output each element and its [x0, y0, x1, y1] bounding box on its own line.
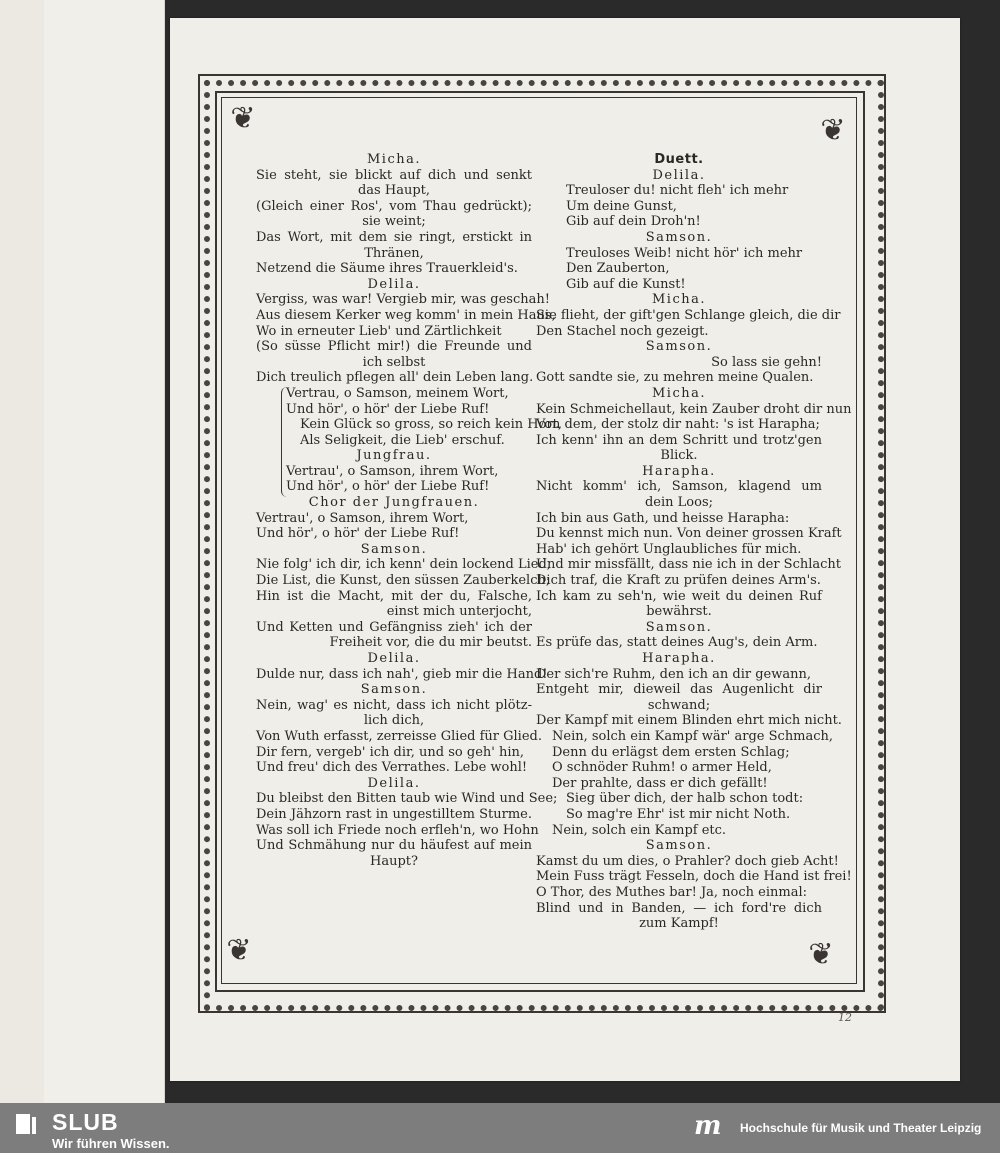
- text-line: dein Loos;: [644, 495, 713, 511]
- text-line: lich dich,: [363, 713, 425, 729]
- text-line: Haupt?: [370, 853, 418, 869]
- text-line: (So süsse Pflicht mir!) die Freunde und: [256, 339, 532, 355]
- text-line: bewährst.: [646, 604, 712, 620]
- text-line: Aus diesem Kerker weg komm' in mein Haus,: [256, 307, 556, 323]
- text-line: Der sich're Ruhm, den ich an dir gewann,: [536, 666, 811, 682]
- text-line: ich selbst: [362, 354, 426, 370]
- hmt-name: Hochschule für Musik und Theater Leipzig: [740, 1121, 982, 1135]
- text-line: Und mir missfällt, dass nie ich in der Schlacht: [536, 557, 842, 573]
- text-line: Treuloses Weib! nicht hör' ich mehr: [566, 245, 803, 261]
- slub-book-icon: [14, 1112, 38, 1136]
- text-line: Vertrau, o Samson, meinem Wort,: [286, 385, 509, 401]
- speaker-heading: Micha.: [651, 292, 706, 308]
- text-line: Du bleibst den Bitten taub wie Wind und See;: [256, 791, 558, 807]
- text-line: So lass sie gehn!: [711, 354, 822, 370]
- speaker-heading: Delila.: [367, 276, 421, 292]
- text-line: einst mich unterjocht,: [386, 604, 532, 620]
- text-column-left: [256, 152, 562, 869]
- speaker-heading: Samson.: [645, 339, 713, 355]
- text-line: Blick.: [660, 448, 698, 464]
- text-line: Gib auf dein Droh'n!: [566, 214, 701, 230]
- speaker-heading: Harapha.: [642, 651, 716, 666]
- text-line: Von dem, der stolz dir naht: 's ist Harapha;: [536, 417, 820, 433]
- speaker-heading: Delila.: [652, 167, 706, 183]
- text-line: (Gleich einer Ros', vom Thau gedrückt);: [256, 198, 532, 214]
- text-line: Von Wuth erfasst, zerreisse Glied für Glied.: [256, 728, 542, 744]
- text-line: Gib auf die Kunst!: [566, 276, 686, 292]
- text-line: Kein Glück so gross, so reich kein Hort,: [300, 417, 562, 433]
- text-line: Was soll ich Friede noch erfleh'n, wo Hohn: [256, 822, 539, 838]
- text-line: So mag're Ehr' ist mir nicht Noth.: [566, 806, 791, 822]
- facing-page: [44, 0, 165, 1103]
- text-line: Der Kampf mit einem Blinden ehrt mich nicht.: [536, 713, 842, 729]
- text-line: Um deine Gunst,: [566, 198, 677, 214]
- slub-tagline: Wir führen Wissen.: [52, 1136, 170, 1151]
- text-line: Entgeht mir, dieweil das Augenlicht dir: [536, 682, 822, 698]
- speaker-heading: Micha.: [366, 152, 421, 167]
- speaker-heading: Micha.: [651, 385, 706, 401]
- text-line: Den Stachel noch gezeigt.: [536, 323, 709, 339]
- text-line: Und hör', o hör' der Liebe Ruf!: [286, 401, 490, 417]
- text-line: O Thor, des Muthes bar! Ja, noch einmal:: [536, 884, 808, 900]
- text-line: O schnöder Ruhm! o armer Held,: [552, 760, 772, 776]
- speaker-heading: Harapha.: [642, 463, 716, 479]
- speaker-heading: Duett.: [654, 152, 704, 167]
- corner-ornament-icon: ❦: [820, 113, 846, 148]
- text-line: Du kennst mich nun. Von deiner grossen Kraft: [536, 526, 842, 542]
- text-line: Wo in erneuter Lieb' und Zärtlichkeit: [256, 323, 502, 339]
- text-line: Und hör', o hör' der Liebe Ruf!: [256, 526, 460, 542]
- text-line: Das Wort, mit dem sie ringt, erstickt in: [256, 229, 532, 245]
- text-line: Blind und in Banden, — ich ford're dich: [536, 900, 822, 916]
- speaker-heading: Samson.: [360, 541, 428, 557]
- text-column-right: [536, 152, 852, 932]
- text-line: Freiheit vor, die du mir beutst.: [329, 635, 532, 651]
- text-line: Hab' ich gehört Unglaubliches für mich.: [536, 541, 802, 557]
- text-line: Nie folg' ich dir, ich kenn' dein lockend Lied,: [256, 557, 551, 573]
- facing-page-edge: [0, 0, 44, 1103]
- text-line: Netzend die Säume ihres Trauerkleid's.: [256, 261, 518, 277]
- text-line: Treuloser du! nicht fleh' ich mehr: [566, 183, 789, 199]
- speaker-heading: Jungfrau.: [356, 448, 432, 464]
- text-line: Nicht komm' ich, Samson, klagend um: [536, 479, 822, 495]
- text-line: Kein Schmeichellaut, kein Zauber droht dir nun: [536, 401, 852, 417]
- text-line: Und hör', o hör' der Liebe Ruf!: [286, 479, 490, 495]
- footer-bar: [0, 1103, 1000, 1153]
- text-line: Es prüfe das, statt deines Aug's, dein Arm.: [536, 635, 818, 651]
- text-line: Dulde nur, dass ich nah', gieb mir die Hand!: [256, 666, 548, 682]
- text-line: Vertrau', o Samson, ihrem Wort,: [256, 510, 469, 526]
- text-line: Vertrau', o Samson, ihrem Wort,: [286, 463, 499, 479]
- text-line: zum Kampf!: [639, 916, 719, 932]
- text-line: Sieg über dich, der halb schon todt:: [566, 791, 804, 807]
- text-line: Dir fern, vergeb' ich dir, und so geh' hin,: [256, 744, 525, 760]
- speaker-heading: Samson.: [360, 682, 428, 698]
- text-line: Hin ist die Macht, mit der du, Falsche,: [256, 588, 532, 604]
- text-line: Und Ketten und Gefängniss zieh' ich der: [256, 619, 532, 635]
- text-line: Der prahlte, dass er dich gefällt!: [552, 775, 768, 791]
- text-line: Ich kam zu seh'n, wie weit du deinen Ruf: [536, 588, 822, 604]
- slub-logo-text: SLUB: [52, 1109, 119, 1135]
- text-line: Thränen,: [364, 245, 424, 261]
- text-line: Sie steht, sie blickt auf dich und senkt: [256, 167, 532, 183]
- text-line: Gott sandte sie, zu mehren meine Qualen.: [536, 370, 814, 386]
- text-line: sie weint;: [362, 214, 426, 230]
- speaker-heading: Samson.: [645, 229, 713, 245]
- text-line: Denn du erlägst dem ersten Schlag;: [552, 744, 790, 760]
- text-line: Ich kenn' ihn an dem Schritt und trotz'gen: [536, 432, 822, 448]
- text-line: Dich traf, die Kraft zu prüfen deines Arm's.: [536, 573, 821, 589]
- text-line: Und freu' dich des Verrathes. Lebe wohl!: [256, 760, 528, 776]
- corner-ornament-icon: ❦: [808, 937, 834, 972]
- speaker-heading: Delila.: [367, 651, 421, 666]
- text-line: Als Seligkeit, die Lieb' erschuf.: [300, 432, 505, 448]
- hmt-logo-icon: m: [694, 1111, 722, 1141]
- text-line: Die List, die Kunst, den süssen Zauberkelch;: [256, 573, 551, 589]
- text-line: Dich treulich pflegen all' dein Leben lang.: [256, 370, 534, 386]
- speaker-heading: Samson.: [645, 619, 713, 635]
- text-line: Ich bin aus Gath, und heisse Harapha:: [536, 510, 790, 526]
- text-line: Nein, solch ein Kampf etc.: [552, 822, 727, 838]
- text-line: schwand;: [647, 697, 711, 713]
- text-line: Und Schmähung nur du häufest auf mein: [256, 838, 532, 854]
- corner-ornament-icon: ❦: [226, 933, 252, 968]
- text-line: Sie flieht, der gift'gen Schlange gleich, die dir: [536, 307, 841, 323]
- speaker-heading: Samson.: [645, 838, 713, 854]
- text-line: Den Zauberton,: [566, 261, 670, 277]
- text-line: Vergiss, was war! Vergieb mir, was geschah!: [256, 292, 550, 308]
- text-line: Mein Fuss trägt Fesseln, doch die Hand ist frei!: [536, 869, 852, 885]
- text-line: Dein Jähzorn rast in ungestilltem Sturme.: [256, 806, 532, 822]
- page-number: 12: [838, 1011, 852, 1024]
- speaker-heading: Chor der Jungfrauen.: [308, 495, 480, 511]
- text-line: das Haupt,: [357, 183, 430, 199]
- text-line: Kamst du um dies, o Prahler? doch gieb Acht!: [536, 853, 839, 869]
- text-line: Nein, wag' es nicht, dass ich nicht plötz-: [256, 697, 532, 713]
- corner-ornament-icon: ❦: [230, 101, 256, 136]
- speaker-heading: Delila.: [367, 775, 421, 791]
- text-line: Nein, solch ein Kampf wär' arge Schmach,: [552, 728, 834, 744]
